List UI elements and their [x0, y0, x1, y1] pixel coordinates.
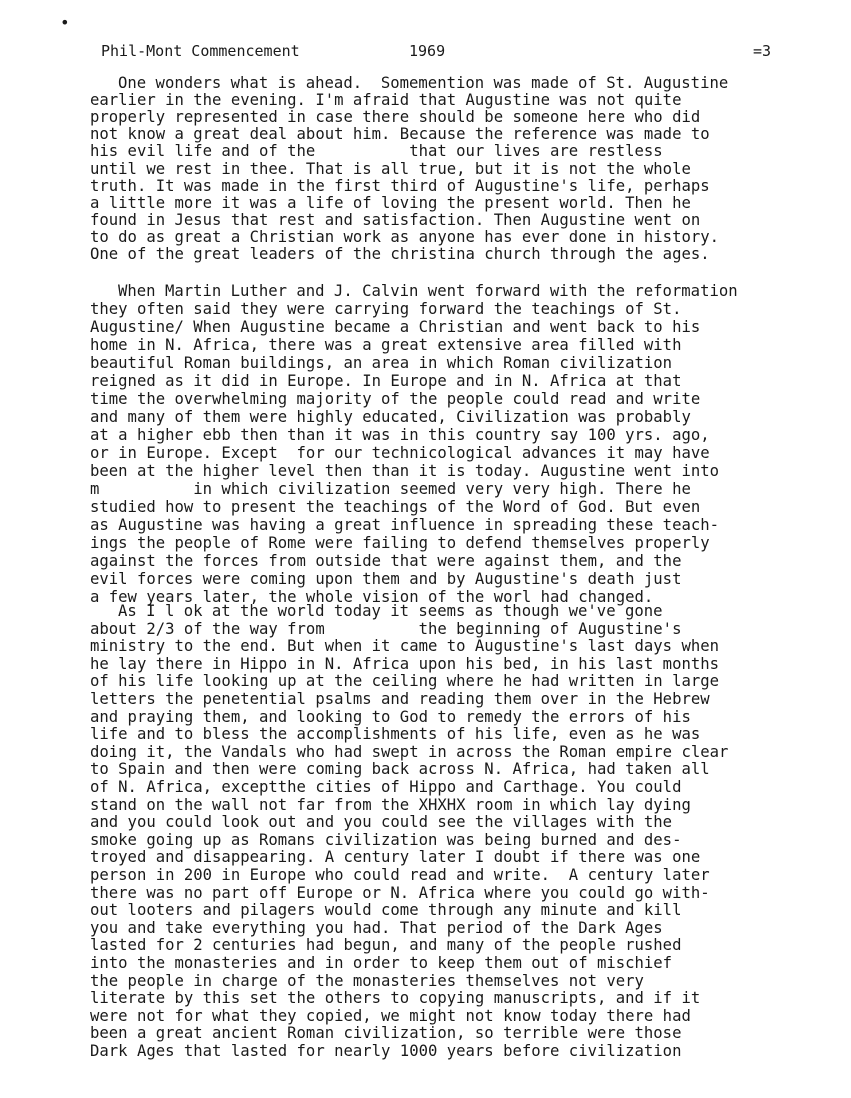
text-line: they often said they were carrying forward the teachings of St.: [90, 300, 682, 318]
text-line: of N. Africa, exceptthe cities of Hippo and Carthage. You could: [90, 778, 682, 796]
text-line: stand on the wall not far from the XHXHX room in which lay dying: [90, 795, 691, 814]
text-line: a little more it was a life of loving the present world. Then he: [90, 193, 691, 212]
text-line: One wonders what is ahead. Somemention was made of St. Augustine: [118, 74, 729, 92]
text-line: as Augustine was having a great influence in spreading these teach-: [90, 516, 720, 534]
text-line: home in N. Africa, there was a great extensive area filled with: [90, 336, 682, 354]
text-line: he lay there in Hippo in N. Africa upon his bed, in his last months: [90, 654, 720, 673]
text-line: As I l ok at the world today it seems as though we've gone: [118, 602, 663, 620]
text-line: letters the penetential psalms and reading them over in the Hebrew: [90, 690, 710, 708]
text-line: reigned as it did in Europe. In Europe and in N. Africa at that: [90, 372, 682, 390]
text-line: literate by this set the others to copying manuscripts, and if it: [90, 989, 701, 1008]
text-line: time the overwhelming majority of the people could read and write: [90, 390, 701, 408]
text-line: been at the higher level then than it is today. Augustine went into: [90, 462, 720, 480]
text-line: ministry to the end. But when it came to Augustine's last days when: [90, 637, 720, 656]
text-line: lasted for 2 centuries had begun, and many of the people rushed: [90, 936, 682, 955]
text-line: not know a great deal about him. Because the reference was made to: [90, 125, 710, 144]
page-header: [101, 40, 791, 62]
text-line: his evil life and of the that our lives are restless: [90, 142, 663, 161]
text-line: until we rest in thee. That is all true, but it is not the whole: [90, 159, 691, 178]
text-line: Dark Ages that lasted for nearly 1000 years before civilization: [90, 1042, 682, 1060]
text-line: there was no part off Europe or N. Africa where you could go with-: [90, 883, 710, 902]
text-line: found in Jesus that rest and satisfaction. Then Augustine went on: [90, 210, 701, 229]
text-line: earlier in the evening. I'm afraid that Augustine was not quite: [90, 91, 682, 110]
text-line: against the forces from outside that were against them, and the: [90, 552, 682, 570]
text-line: life and to bless the accomplishments of his life, even as he was: [90, 725, 701, 744]
text-line: and praying them, and looking to God to remedy the errors of his: [90, 707, 691, 726]
text-line: truth. It was made in the first third of Augustine's life, perhaps: [90, 176, 710, 195]
text-line: When Martin Luther and J. Calvin went forward with the reformation: [118, 282, 738, 300]
text-line: the people in charge of the monasteries themselves not very: [90, 971, 644, 990]
text-line: properly represented in case there should be someone here who did: [90, 108, 701, 127]
text-line: studied how to present the teachings of the Word of God. But even: [90, 498, 701, 516]
text-line: about 2/3 of the way from the beginning of Augustine's: [90, 619, 682, 638]
corner-mark: •: [60, 13, 70, 32]
text-line: One of the great leaders of the christina church through the ages.: [90, 245, 710, 263]
text-line: of his life looking up at the ceiling where he had written in large: [90, 672, 720, 691]
text-line: to do as great a Christian work as anyone has ever done in history.: [90, 227, 720, 246]
text-line: troyed and disappearing. A century later I doubt if there was one: [90, 848, 701, 867]
text-line: and many of them were highly educated, Civilization was probably: [90, 408, 691, 426]
text-line: m in which civilization seemed very very high. There he: [90, 480, 691, 498]
text-line: person in 200 in Europe who could read and write. A century later: [90, 866, 710, 884]
text-line: doing it, the Vandals who had swept in across the Roman empire clear: [90, 742, 729, 761]
text-line: smoke going up as Romans civilization was being burned and des-: [90, 830, 682, 849]
text-line: out looters and pilagers would come through any minute and kill: [90, 901, 682, 920]
text-line: ings the people of Rome were failing to defend themselves properly: [90, 534, 710, 552]
page-number: =3: [753, 42, 772, 60]
text-line: evil forces were coming upon them and by Augustine's death just: [90, 570, 682, 588]
text-line: were not for what they copied, we might not know today there had: [90, 1006, 691, 1025]
text-line: or in Europe. Except for our technicological advances it may have: [90, 444, 710, 462]
text-line: been a great ancient Roman civilization, so terrible were those: [90, 1024, 682, 1043]
text-line: to Spain and then were coming back across N. Africa, had taken all: [90, 760, 710, 779]
text-line: at a higher ebb then than it was in this country say 100 yrs. ago,: [90, 426, 710, 444]
header-title: Phil-Mont Commencement: [101, 42, 300, 60]
text-line: a few years later, the whole vision of the worl had changed.: [90, 588, 654, 606]
header-year: 1969: [409, 42, 446, 60]
text-line: into the monasteries and in order to keep them out of mischief: [90, 954, 673, 972]
text-line: and you could look out and you could see the villages with the: [90, 813, 673, 832]
text-line: Augustine/ When Augustine became a Christian and went back to his: [90, 318, 701, 336]
text-line: you and take everything you had. That period of the Dark Ages: [90, 918, 663, 937]
text-line: beautiful Roman buildings, an area in which Roman civilization: [90, 354, 673, 372]
